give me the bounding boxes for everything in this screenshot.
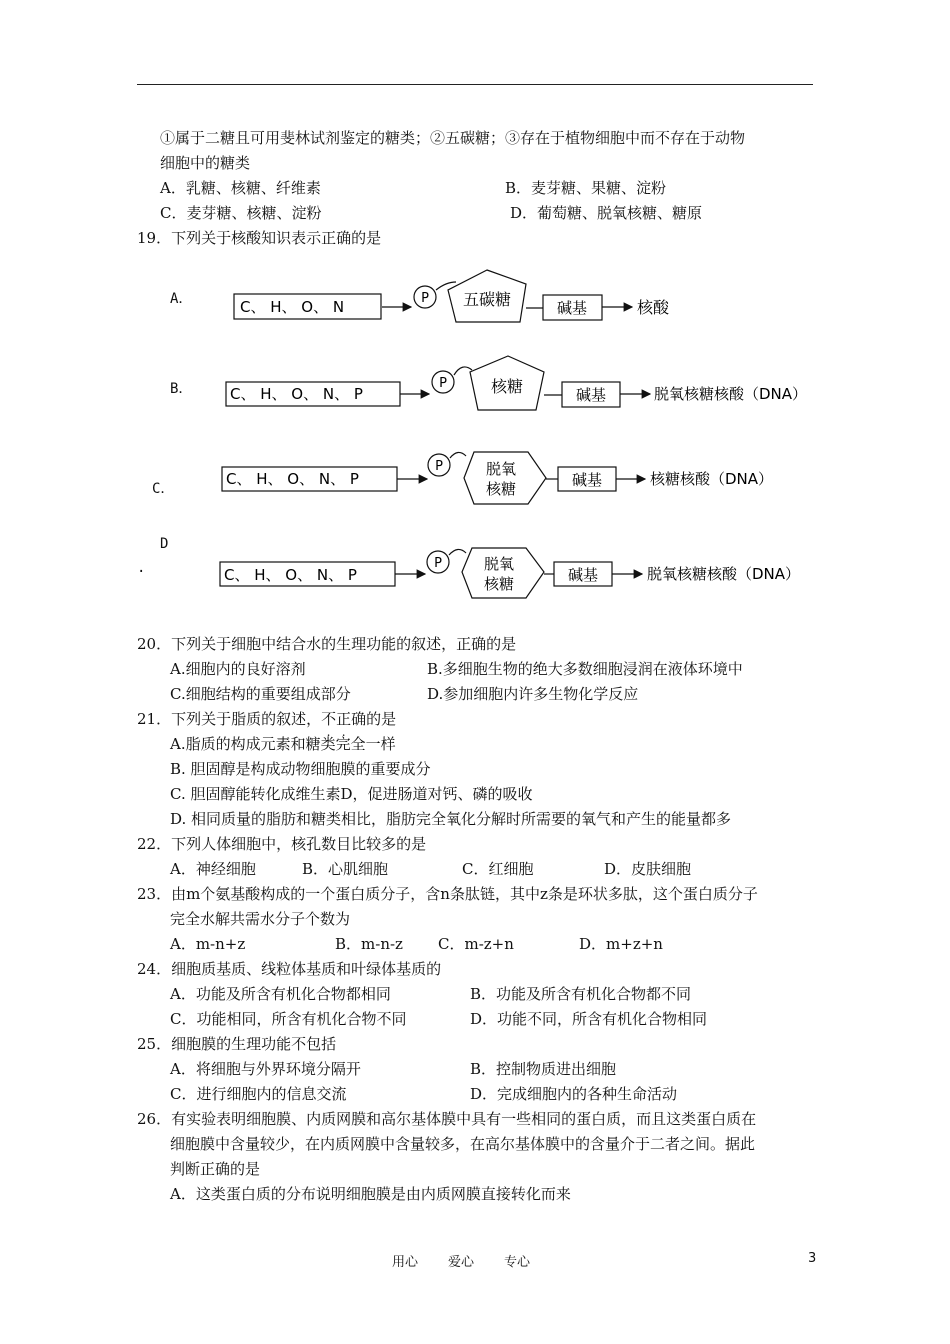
q19-b-product: 脱氧核糖核酸（DNA）: [654, 385, 808, 403]
q19-c-product: 核糖核酸（DNA）: [650, 470, 774, 488]
q22-option-d: D．皮肤细胞: [604, 860, 692, 878]
q18-option-a: A．乳糖、核糖、纤维素: [160, 179, 321, 197]
q19-c-phosphate: P: [435, 459, 443, 474]
q21-stem-pre: 21．下列关于脂质的叙述，: [137, 710, 322, 728]
q23-stem-line1: 23．由m个氨基酸构成的一个蛋白质分子，含n条肽链，其中z条是环状多肽，这个蛋白质分子: [137, 885, 758, 903]
q26-stem-line2: 细胞膜中含量较少，在内质网膜中含量较多，在高尔基体膜中的含量介于二者之间。据此: [170, 1135, 756, 1153]
q24-option-b: B．功能及所含有机化合物都不同: [470, 985, 692, 1003]
q19-b-sugar: 核糖: [490, 377, 524, 396]
q19-b-elements: C、 H、 O、 N、 P: [230, 385, 363, 403]
q26-stem-line3: 判断正确的是: [170, 1160, 261, 1178]
q22-option-b: B．心肌细胞: [302, 860, 389, 878]
q22-option-a: A．神经细胞: [170, 860, 256, 878]
q23-option-c: C．m-z+n: [438, 935, 514, 953]
q21-stem-post: 确的是: [351, 710, 397, 728]
q19-c-elements: C、 H、 O、 N、 P: [226, 470, 359, 488]
q19-c-sugar-line1: 脱氧: [485, 460, 517, 478]
q24-option-c: C．功能相同，所含有机化合物不同: [170, 1010, 407, 1028]
q19-option-c-label: C．: [152, 481, 175, 497]
q24-stem: 24．细胞质基质、线粒体基质和叶绿体基质的: [137, 960, 442, 978]
q19-option-a-label: A．: [170, 291, 193, 307]
q22-option-c: C．红细胞: [462, 860, 534, 878]
q21-stem: [137, 709, 396, 729]
q19-d-base: 碱基: [567, 566, 599, 584]
q26-option-a: A．这类蛋白质的分布说明细胞膜是由内质网膜直接转化而来: [170, 1185, 571, 1203]
q19-a-product: 核酸: [637, 298, 670, 317]
q19-c-sugar-line2: 核糖: [485, 480, 517, 498]
q25-option-b: B．控制物质进出细胞: [470, 1060, 617, 1078]
q20-option-b: B.多细胞生物的绝大多数细胞浸润在液体环境中: [427, 660, 743, 678]
q21-option-b: B. 胆固醇是构成动物细胞膜的重要成分: [170, 760, 431, 778]
q19-a-sugar: 五碳糖: [462, 290, 512, 309]
q26-stem-line1: 26．有实验表明细胞膜、内质网膜和高尔基体膜中具有一些相同的蛋白质，而且这类蛋白质在: [137, 1110, 757, 1128]
q19-stem: 19．下列关于核酸知识表示正确的是: [137, 229, 382, 247]
q23-option-b: B．m-n-z: [335, 935, 403, 953]
q19-diagram-d: [220, 548, 800, 598]
q19-d-sugar-line2: 核糖: [483, 575, 515, 593]
footer-motto-3: 专心: [504, 1255, 531, 1270]
q25-option-d: D．完成细胞内的各种生命活动: [470, 1085, 678, 1103]
q20-stem: 20．下列关于细胞中结合水的生理功能的叙述，正确的是: [137, 635, 517, 653]
q25-option-c: C．进行细胞内的信息交流: [170, 1085, 347, 1103]
q20-option-c: C.细胞结构的重要组成部分: [170, 685, 351, 703]
q23-option-d: D．m+z+n: [579, 935, 663, 953]
q19-c-base: 碱基: [571, 471, 603, 489]
q18-stem-line2: 细胞中的糖类: [160, 154, 251, 172]
q18-option-d: D．葡萄糖、脱氧核糖、糖原: [510, 204, 703, 222]
footer-motto-2: 爱心: [448, 1255, 475, 1270]
q19-d-product: 脱氧核糖核酸（DNA）: [647, 565, 801, 583]
q19-b-base: 碱基: [575, 386, 607, 404]
q19-d-sugar-line1: 脱氧: [483, 555, 515, 573]
q18-option-b: B．麦芽糖、果糖、淀粉: [505, 179, 667, 197]
q21-option-d: D. 相同质量的脂肪和糖类相比，脂肪完全氧化分解时所需要的氧气和产生的能量都多: [170, 810, 732, 828]
q24-option-a: A．功能及所含有机化合物都相同: [170, 985, 391, 1003]
q19-diagram-a: [234, 270, 670, 322]
q19-option-d-label: D: [160, 536, 169, 552]
q23-stem-line2: 完全水解共需水分子个数为: [170, 910, 351, 928]
q25-option-a: A．将细胞与外界环境分隔开: [170, 1060, 361, 1078]
q19-option-d-label-dot: .: [137, 560, 146, 576]
q21-stem-emphasis-1: 不: [321, 710, 337, 728]
q19-a-base: 碱基: [556, 299, 588, 317]
q19-option-b-label: B．: [170, 381, 193, 397]
q19-a-elements: C、 H、 O、 N: [240, 298, 345, 316]
q19-a-phosphate: P: [421, 291, 429, 306]
q21-option-a: A.脂质的构成元素和糖类完全一样: [170, 735, 396, 753]
q18-option-c: C．麦芽糖、核糖、淀粉: [160, 204, 322, 222]
q19-diagram-c: [222, 452, 773, 504]
q22-stem: 22．下列人体细胞中，核孔数目比较多的是: [137, 835, 427, 853]
q20-option-d: D.参加细胞内许多生物化学反应: [427, 685, 639, 703]
page-number: 3: [808, 1251, 817, 1266]
q18-stem-line1: ①属于二糖且可用斐林试剂鉴定的糖类；②五碳糖；③存在于植物细胞中而不存在于动物: [160, 129, 746, 147]
q20-option-a: A.细胞内的良好溶剂: [170, 660, 306, 678]
q23-option-a: A．m-n+z: [170, 935, 246, 953]
q19-diagram-b: [226, 356, 807, 410]
q21-stem-emphasis-2: 正: [336, 710, 352, 728]
q19-d-elements: C、 H、 O、 N、 P: [224, 566, 357, 584]
q24-option-d: D．功能不同，所含有机化合物相同: [470, 1010, 708, 1028]
q21-option-c: C. 胆固醇能转化成维生素D，促进肠道对钙、磷的吸收: [170, 785, 533, 803]
q19-b-phosphate: P: [439, 376, 447, 391]
nucleic-acid-diagram: [0, 0, 950, 620]
q25-stem: 25．细胞膜的生理功能不包括: [137, 1035, 337, 1053]
footer-motto-1: 用心: [392, 1255, 419, 1270]
q19-d-phosphate: P: [434, 556, 442, 571]
